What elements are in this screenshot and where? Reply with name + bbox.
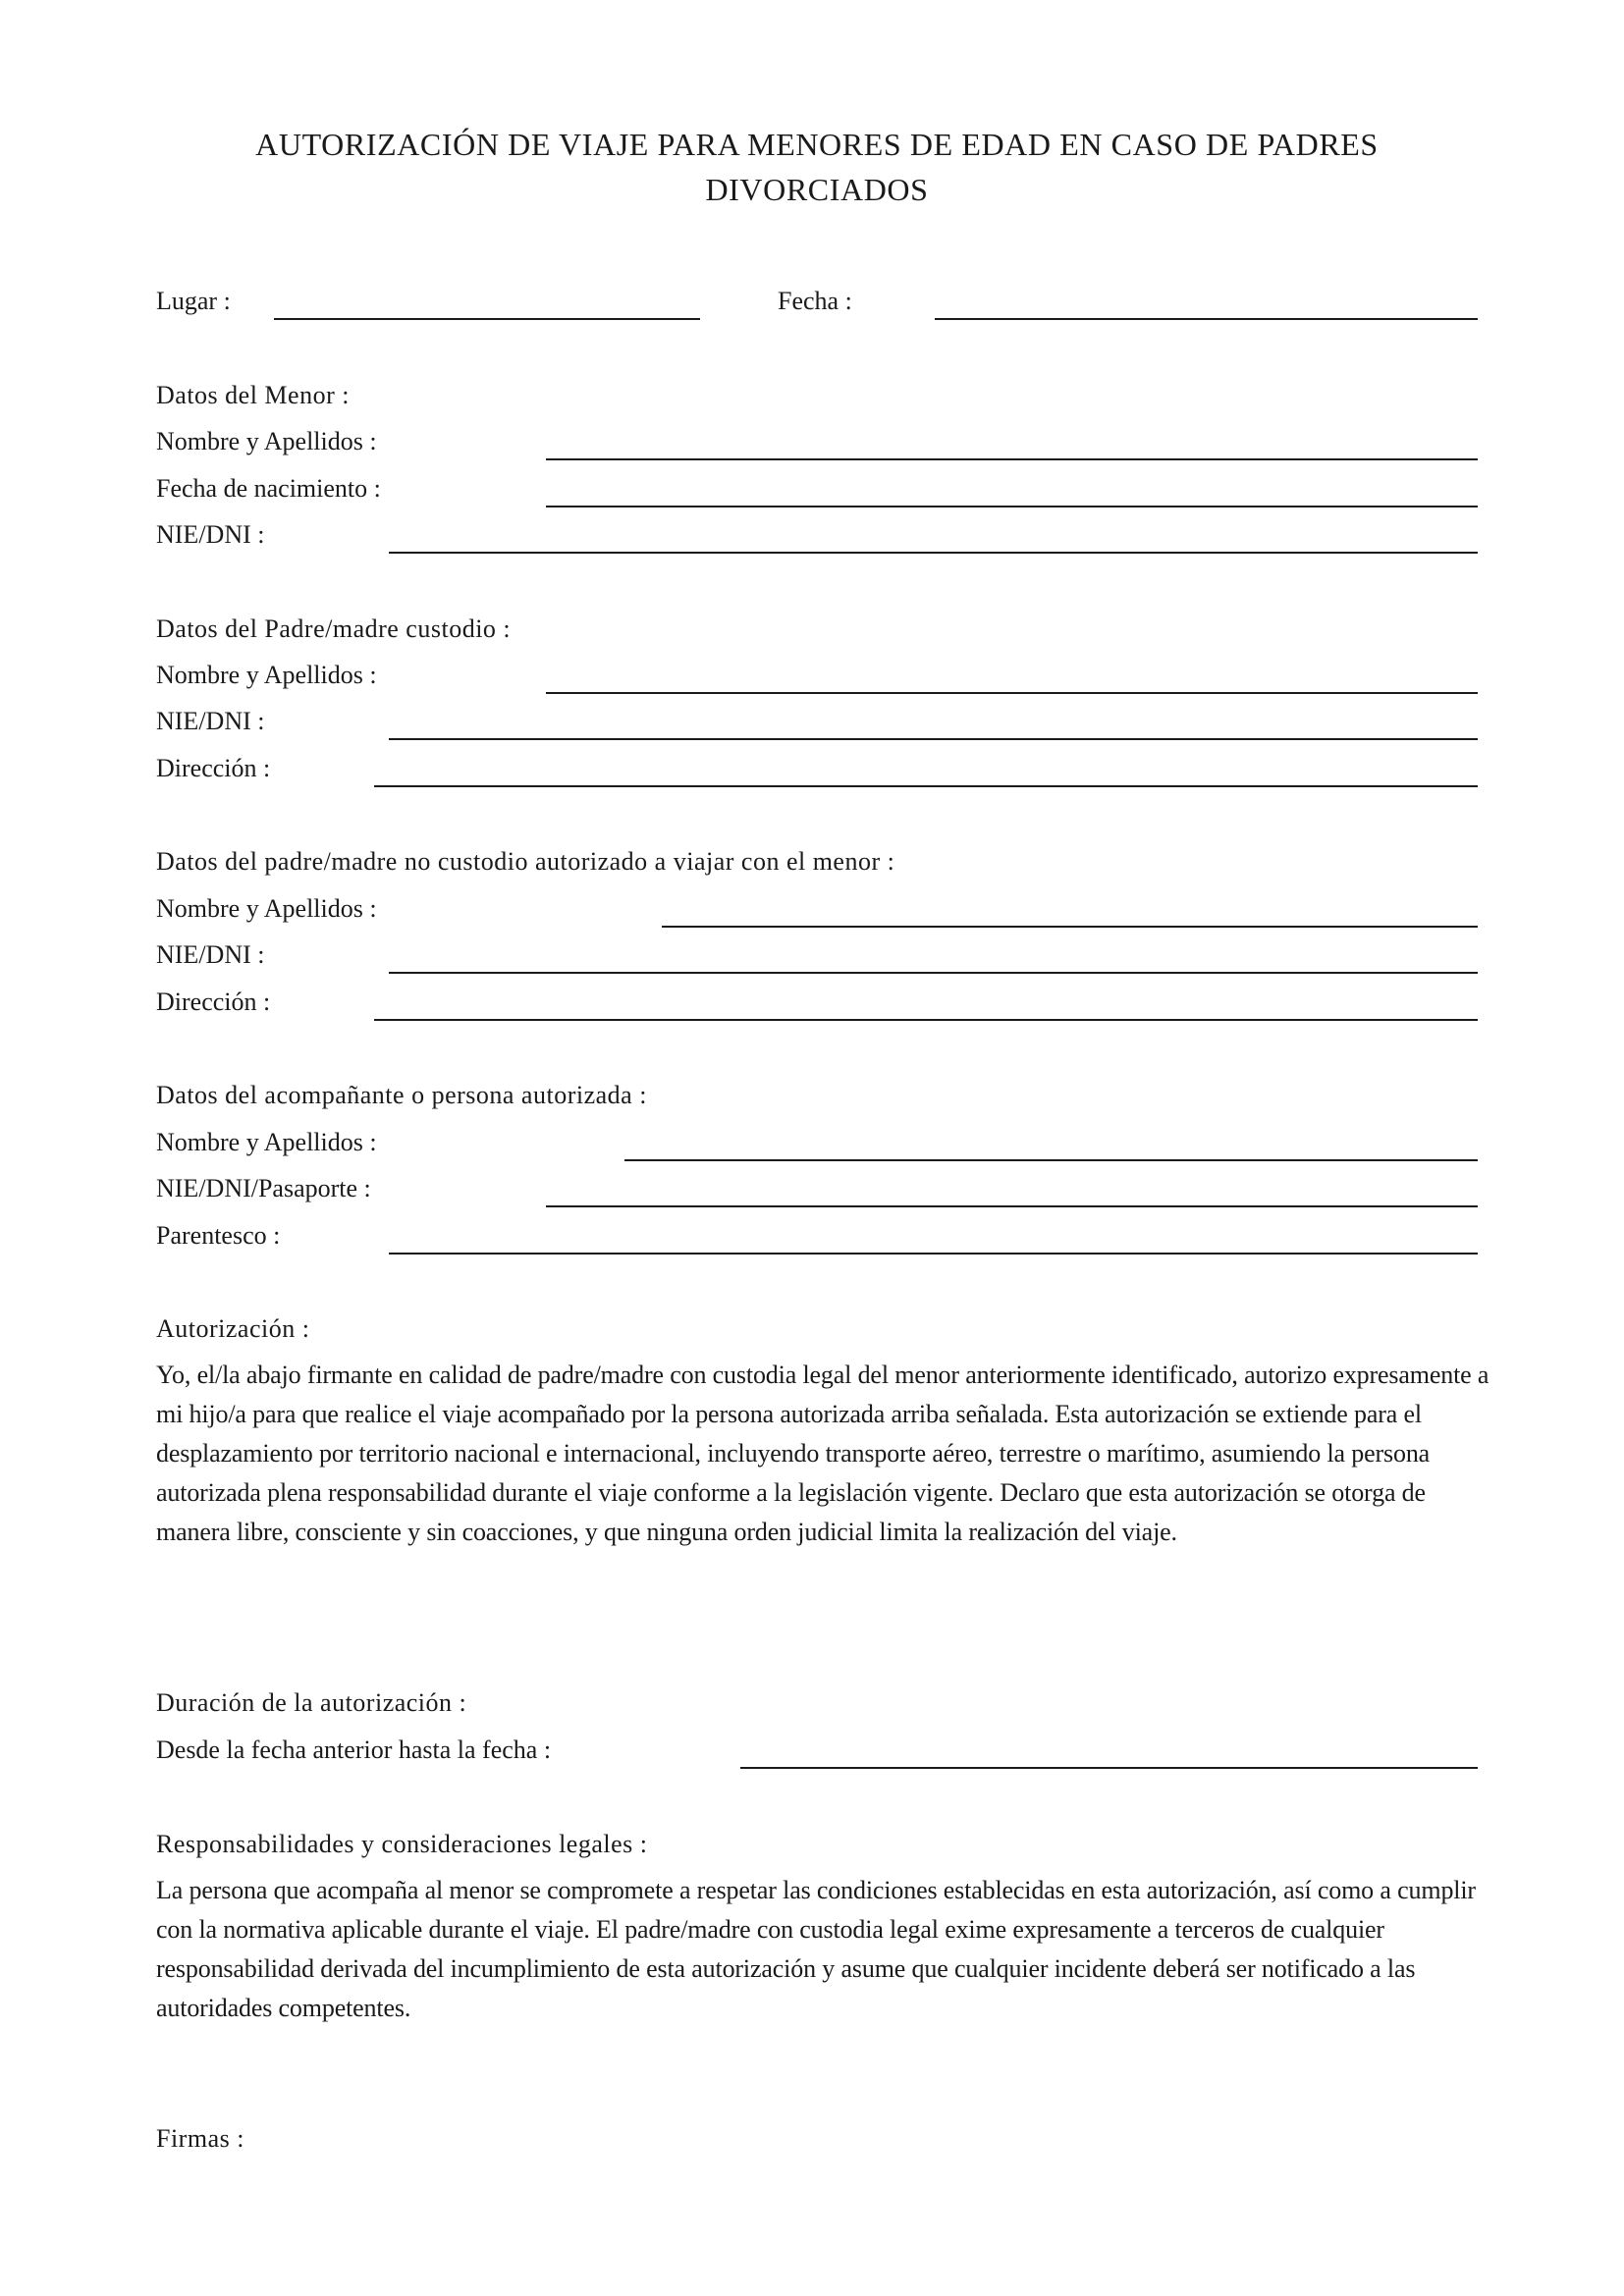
fecha-field[interactable] [935, 318, 1478, 320]
no-custodio-direccion-label: Dirección : [156, 988, 271, 1016]
menor-nombre-label: Nombre y Apellidos : [156, 427, 377, 455]
duracion-hasta-label: Desde la fecha anterior hasta la fecha : [156, 1735, 552, 1764]
acompanante-nombre-label: Nombre y Apellidos : [156, 1128, 377, 1156]
document-title: AUTORIZACIÓN DE VIAJE PARA MENORES DE EDAD EN CASO DE PADRES DIVORCIADOS [255, 127, 1379, 207]
menor-nombre-field[interactable] [546, 458, 1478, 460]
acompanante-pasaporte-label: NIE/DNI/Pasaporte : [156, 1174, 371, 1202]
acompanante-parentesco-label: Parentesco : [156, 1221, 281, 1250]
duracion-heading: Duración de la autorización : [156, 1688, 467, 1717]
responsabilidades-heading: Responsabilidades y consideraciones legales : [156, 1830, 648, 1858]
acompanante-parentesco-field[interactable] [389, 1253, 1478, 1255]
custodio-nombre-field[interactable] [546, 692, 1478, 694]
menor-nie-field[interactable] [389, 552, 1478, 554]
custodio-direccion-label: Dirección : [156, 754, 271, 782]
no-custodio-nie-field[interactable] [389, 972, 1478, 974]
custodio-heading: Datos del Padre/madre custodio : [156, 614, 512, 643]
menor-nacimiento-label: Fecha de nacimiento : [156, 474, 381, 503]
duracion-hasta-field[interactable] [740, 1767, 1478, 1769]
no-custodio-nombre-field[interactable] [662, 926, 1478, 928]
lugar-label: Lugar : [156, 287, 231, 315]
responsabilidades-text: La persona que acompaña al menor se compromete a respetar las condiciones establecidas en esta autorización, así como a cumplir con la normativa aplicable durante el viaje. El padre/madre con custodia legal exime expresamente a terceros de cualquier responsabilidad derivada del incumplimiento de esta autorización y asume que cualquier incidente deberá ser notificado a las autoridades competentes. [156, 1876, 1476, 2022]
acompanante-pasaporte-field[interactable] [546, 1205, 1478, 1207]
autorizacion-heading: Autorización : [156, 1314, 310, 1343]
no-custodio-direccion-field[interactable] [374, 1019, 1478, 1021]
menor-nie-label: NIE/DNI : [156, 520, 265, 549]
acompanante-nombre-field[interactable] [624, 1159, 1478, 1161]
no-custodio-heading: Datos del padre/madre no custodio autorizado a viajar con el menor : [156, 847, 895, 876]
menor-heading: Datos del Menor : [156, 381, 350, 409]
autorizacion-text: Yo, el/la abajo firmante en calidad de padre/madre con custodia legal del menor anteriormente identificado, autorizo expresamente a mi hijo/a para que realice el viaje acompañado por la persona autorizada arriba señalada. Esta autorización se extiende para el desplazamiento por territorio nacional e internacional, incluyendo transporte aéreo, terrestre o marítimo, asumiendo la persona autorizada plena responsabilidad durante el viaje conforme a la legislación vigente. Declaro que esta autorización se otorga de manera libre, consciente y sin coacciones, y que ninguna orden judicial limita la realización del viaje. [156, 1361, 1489, 1546]
custodio-direccion-field[interactable] [374, 785, 1478, 787]
custodio-nie-field[interactable] [389, 738, 1478, 740]
acompanante-heading: Datos del acompañante o persona autorizada : [156, 1081, 647, 1109]
no-custodio-nie-label: NIE/DNI : [156, 940, 265, 969]
no-custodio-nombre-label: Nombre y Apellidos : [156, 894, 377, 923]
custodio-nie-label: NIE/DNI : [156, 707, 265, 735]
lugar-field[interactable] [274, 318, 700, 320]
menor-nacimiento-field[interactable] [546, 506, 1478, 507]
fecha-label: Fecha : [778, 287, 852, 315]
custodio-nombre-label: Nombre y Apellidos : [156, 661, 377, 689]
firmas-heading: Firmas : [156, 2124, 244, 2153]
